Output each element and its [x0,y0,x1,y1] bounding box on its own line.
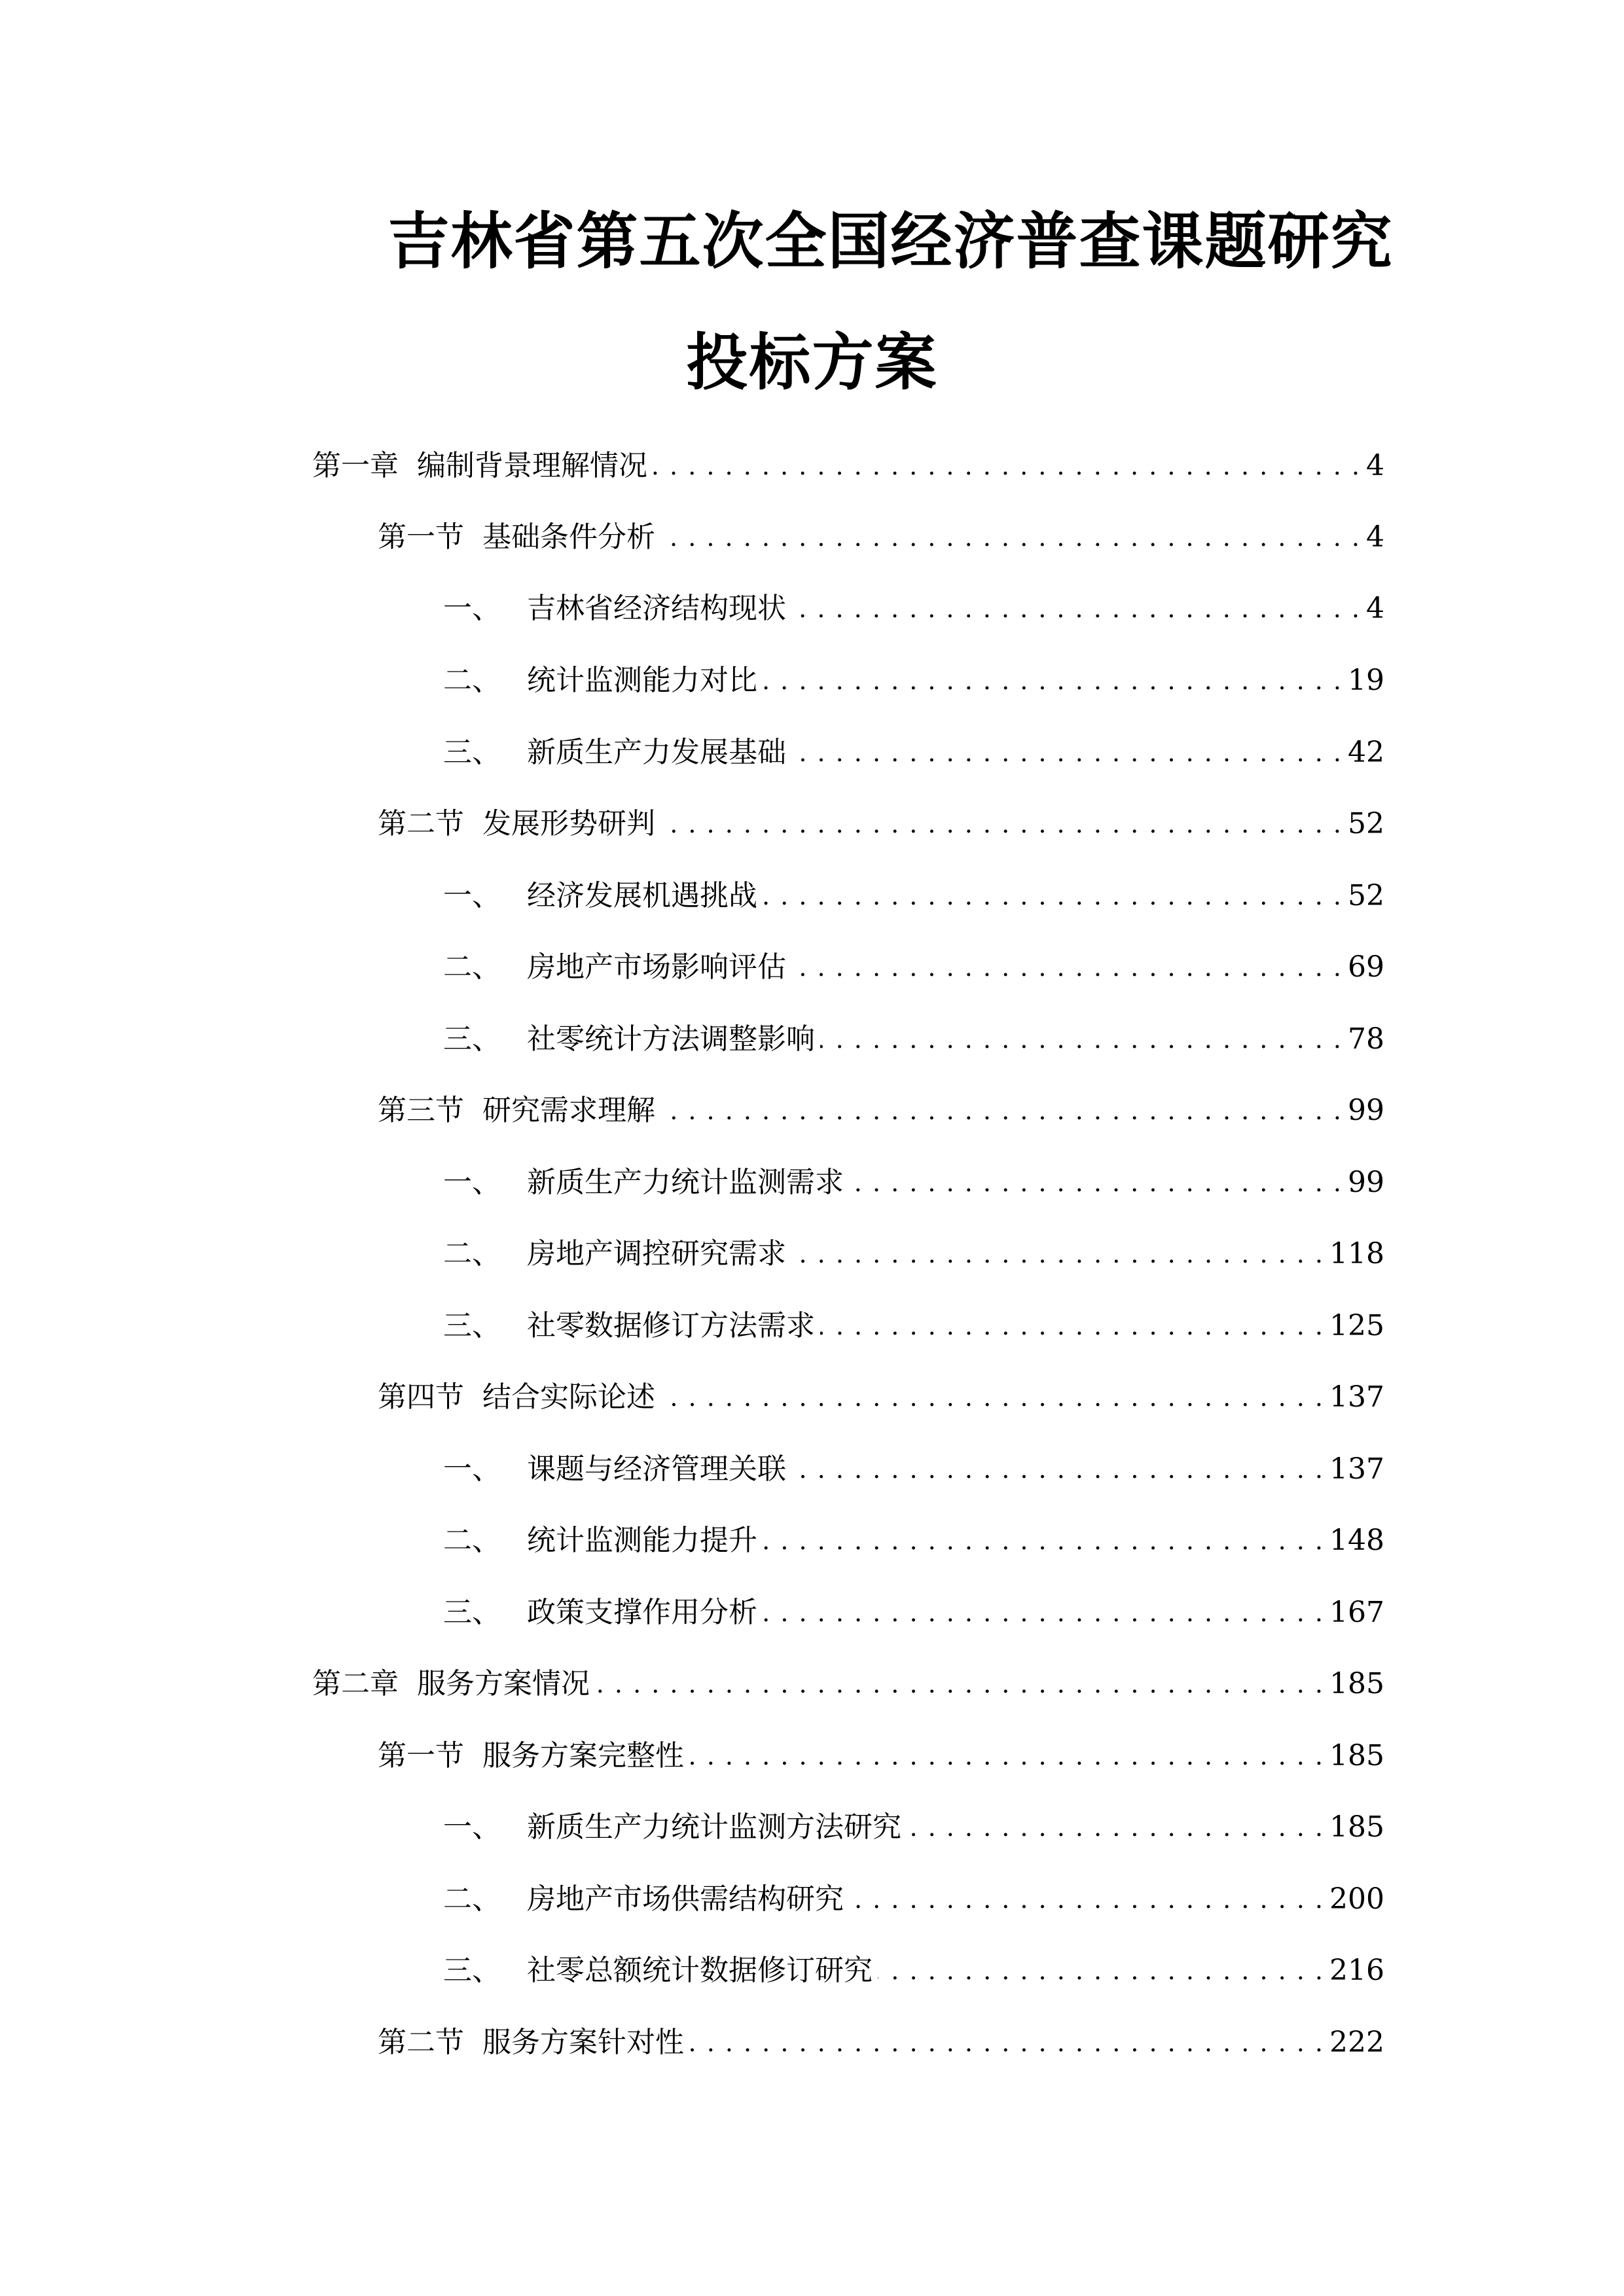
toc-entry-number: 三、 [443,1954,501,1987]
toc-entry[interactable] [443,661,1384,700]
toc-entry-page: 137 [1329,1380,1384,1414]
document-title-line2: 投标方案 [686,327,938,399]
toc-entry-number: 第二节 [378,2026,464,2059]
toc-entry-number: 二、 [443,950,501,984]
toc-entry[interactable] [443,1163,1384,1202]
toc-entry[interactable] [443,1593,1384,1632]
toc-leader-dots [689,2023,1324,2062]
toc-entry-number: 第四节 [378,1380,464,1414]
toc-entry-page: 137 [1329,1452,1384,1486]
toc-leader-dots [820,1306,1324,1346]
toc-entry-number: 一、 [443,592,501,625]
toc-entry-page: 216 [1329,1954,1384,1987]
toc-entry-page: 4 [1366,592,1384,625]
toc-entry[interactable] [443,589,1384,628]
toc-entry-number: 二、 [443,664,501,697]
toc-entry-number: 三、 [443,1022,501,1056]
toc-entry[interactable] [378,518,1384,557]
toc-entry-label: 吉林省经济结构现状 [527,592,786,625]
toc-entry-page: 185 [1329,1667,1384,1700]
toc-leader-dots [791,589,1361,628]
toc-entry[interactable] [443,948,1384,987]
toc-entry-number: 一、 [443,1166,501,1199]
toc-entry-label: 社零统计方法调整影响 [527,1022,815,1056]
toc-entry-label: 结合实际论述 [482,1380,655,1414]
toc-leader-dots [595,1664,1324,1704]
toc-entry-label: 课题与经济管理关联 [527,1452,786,1486]
toc-leader-dots [849,1163,1343,1202]
toc-entry-label: 房地产市场供需结构研究 [527,1882,844,1916]
toc-entry[interactable] [443,1880,1384,1919]
toc-entry-page: 200 [1329,1882,1384,1916]
toc-entry-label: 新质生产力统计监测需求 [527,1166,844,1199]
toc-entry-label: 房地产调控研究需求 [527,1237,786,1270]
toc-entry-number: 二、 [443,1237,501,1270]
toc-entry[interactable] [443,1020,1384,1059]
toc-entry[interactable] [443,1234,1384,1274]
toc-entry[interactable] [378,804,1384,844]
toc-entry-page: 78 [1348,1022,1384,1056]
toc-entry-number: 一、 [443,1810,501,1844]
toc-entry-page: 99 [1348,1166,1384,1199]
toc-entry-page: 222 [1329,2026,1384,2059]
toc-leader-dots [791,1450,1324,1489]
toc-entry-page: 125 [1329,1309,1384,1342]
toc-entry-number: 三、 [443,1596,501,1629]
toc-entry-page: 118 [1329,1237,1384,1270]
toc-entry[interactable] [443,1450,1384,1489]
toc-leader-dots [660,804,1343,844]
toc-entry-page: 185 [1329,1739,1384,1772]
toc-entry-label: 研究需求理解 [482,1094,655,1127]
toc-entry-label: 新质生产力统计监测方法研究 [527,1810,901,1844]
toc-leader-dots [878,1951,1324,1990]
toc-leader-dots [653,446,1361,486]
toc-leader-dots [660,518,1361,557]
toc-entry-label: 社零总额统计数据修订研究 [527,1954,873,1987]
toc-leader-dots [791,948,1343,987]
toc-entry-page: 148 [1329,1524,1384,1557]
toc-leader-dots [791,1234,1324,1274]
toc-entry[interactable] [312,446,1384,486]
toc-entry[interactable] [378,1091,1384,1130]
toc-leader-dots [763,1593,1324,1632]
toc-leader-dots [689,1736,1324,1776]
toc-entry-number: 第一章 [312,449,399,482]
toc-leader-dots [849,1880,1324,1919]
document-title-line1: 吉林省第五次全国经济普查课题研究 [388,206,1394,278]
toc-entry-label: 服务方案情况 [417,1667,590,1700]
toc-entry[interactable] [378,1736,1384,1776]
toc-entry-page: 69 [1348,950,1384,984]
toc-entry-label: 统计监测能力提升 [527,1524,757,1557]
toc-entry-label: 服务方案针对性 [482,2026,684,2059]
toc-leader-dots [791,733,1343,772]
toc-entry-number: 一、 [443,879,501,912]
toc-entry[interactable] [443,1306,1384,1346]
toc-entry-label: 政策支撑作用分析 [527,1596,757,1629]
toc-entry-label: 编制背景理解情况 [417,449,647,482]
toc-entry-page: 42 [1348,736,1384,769]
toc-leader-dots [763,876,1343,916]
toc-entry-number: 第一节 [378,520,464,554]
toc-leader-dots [660,1378,1324,1417]
toc-entry-page: 4 [1366,520,1384,554]
toc-entry-page: 52 [1348,879,1384,912]
toc-entry-label: 新质生产力发展基础 [527,736,786,769]
toc-entry[interactable] [443,876,1384,916]
toc-entry-page: 167 [1329,1596,1384,1629]
toc-entry-label: 房地产市场影响评估 [527,950,786,984]
toc-entry-label: 发展形势研判 [482,807,655,840]
toc-entry-number: 二、 [443,1882,501,1916]
toc-leader-dots [763,1521,1324,1560]
toc-entry-number: 一、 [443,1452,501,1486]
toc-leader-dots [907,1808,1324,1847]
toc-entry-page: 19 [1348,664,1384,697]
toc-entry[interactable] [443,733,1384,772]
toc-leader-dots [660,1091,1343,1130]
toc-entry-page: 4 [1366,449,1384,482]
toc-entry-number: 三、 [443,1309,501,1342]
toc-entry-label: 统计监测能力对比 [527,664,757,697]
toc-entry[interactable] [378,1378,1384,1417]
toc-entry-number: 第二节 [378,807,464,840]
toc-entry-page: 52 [1348,807,1384,840]
toc-entry[interactable] [312,1664,1384,1704]
toc-entry-number: 第一节 [378,1739,464,1772]
toc-entry-label: 社零数据修订方法需求 [527,1309,815,1342]
toc-entry-label: 服务方案完整性 [482,1739,684,1772]
toc-entry[interactable] [443,1521,1384,1560]
toc-entry-number: 第二章 [312,1667,399,1700]
toc-entry-label: 基础条件分析 [482,520,655,554]
toc-entry[interactable] [443,1951,1384,1990]
toc-entry-number: 二、 [443,1524,501,1557]
toc-leader-dots [820,1020,1343,1059]
toc-entry[interactable] [378,2023,1384,2062]
toc-leader-dots [763,661,1343,700]
toc-entry-number: 三、 [443,736,501,769]
toc-entry-number: 第三节 [378,1094,464,1127]
toc-entry-label: 经济发展机遇挑战 [527,879,757,912]
toc-entry[interactable] [443,1808,1384,1847]
toc-entry-page: 185 [1329,1810,1384,1844]
toc-entry-page: 99 [1348,1094,1384,1127]
